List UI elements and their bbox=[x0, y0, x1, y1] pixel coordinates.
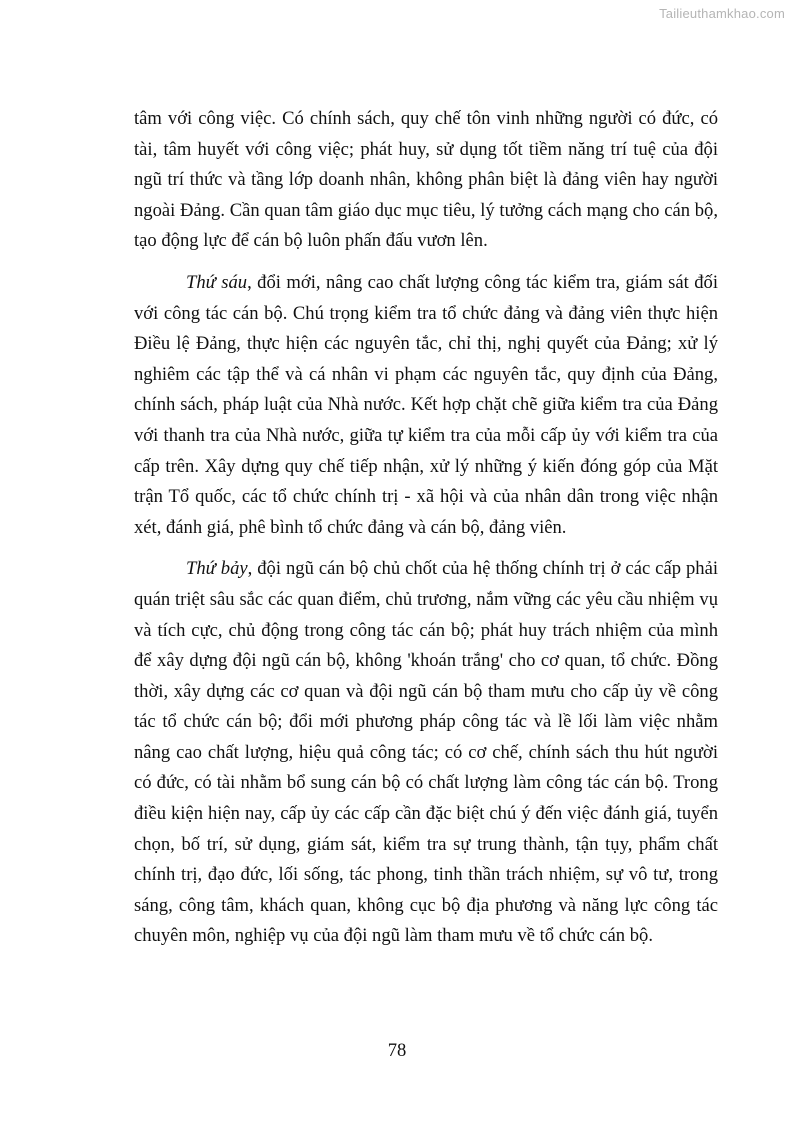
paragraph-thu-sau bbox=[134, 268, 718, 543]
paragraph-1-text: tâm với công việc. Có chính sách, quy chế tôn vinh những người có đức, có tài, tâm huyết với công việc; phát huy, sử dụng tốt tiềm năng trí tuệ của đội ngũ trí thức và tầng lớp doanh nhân, không phân biệt là đảng viên hay người ngoài Đảng. Cần quan tâm giáo dục mục tiêu, lý tưởng cách mạng cho cán bộ, tạo động lực để cán bộ luôn phấn đấu vươn lên. bbox=[134, 108, 718, 252]
document-body bbox=[134, 104, 718, 952]
watermark-text: Tailieuthamkhao.com bbox=[659, 6, 785, 21]
paragraph-thu-bay-text: , đội ngũ cán bộ chủ chốt của hệ thống chính trị ở các cấp phải quán triệt sâu sắc các quan điểm, chủ trương, nắm vững các yêu cầu nhiệm vụ và tích cực, chủ động trong công tác cán bộ; phát huy trách nhiệm của mình để xây dựng đội ngũ cán bộ, không 'khoán trắng' cho cơ quan, tổ chức. Đồng thời, xây dựng các cơ quan và đội ngũ cán bộ tham mưu cho cấp ủy về công tác tổ chức cán bộ; đổi mới phương pháp công tác và lề lối làm việc nhằm nâng cao chất lượng, hiệu quả công tác; có cơ chế, chính sách thu hút người có đức, có tài nhằm bổ sung cán bộ có chất lượng làm công tác cán bộ. Trong điều kiện hiện nay, cấp ủy các cấp cần đặc biệt chú ý đến việc đánh giá, tuyển chọn, bố trí, sử dụng, giám sát, kiểm tra sự trung thành, tận tụy, phẩm chất chính trị, đạo đức, lối sống, tác phong, tinh thần trách nhiệm, sự vô tư, trong sáng, công tâm, khách quan, không cục bộ địa phương và năng lực công tác chuyên môn, nghiệp vụ của đội ngũ làm tham mưu về tổ chức cán bộ. bbox=[134, 558, 718, 947]
paragraph-thu-bay-lead: Thứ bảy bbox=[186, 558, 248, 580]
page-number: 78 bbox=[387, 1040, 407, 1061]
paragraph-1 bbox=[134, 104, 718, 257]
paragraph-thu-sau-lead: Thứ sáu bbox=[186, 271, 248, 293]
paragraph-thu-sau-text: , đổi mới, nâng cao chất lượng công tác kiểm tra, giám sát đối với công tác cán bộ. Chú trọng kiểm tra tổ chức đảng và đảng viên thực hiện Điều lệ Đảng, thực hiện các nguyên tắc, chỉ thị, nghị quyết của Đảng; xử lý nghiêm các tập thể và cá nhân vi phạm các nguyên tắc, quy định của Đảng, chính sách, pháp luật của Nhà nước. Kết hợp chặt chẽ giữa kiểm tra của Đảng với thanh tra của Nhà nước, giữa tự kiểm tra của mỗi cấp ủy với kiểm tra của cấp trên. Xây dựng quy chế tiếp nhận, xử lý những ý kiến đóng góp của Mặt trận Tổ quốc, các tổ chức chính trị - xã hội và của nhân dân trong việc nhận xét, đánh giá, phê bình tổ chức đảng và cán bộ, đảng viên. bbox=[134, 271, 718, 538]
paragraph-thu-bay bbox=[134, 554, 718, 952]
